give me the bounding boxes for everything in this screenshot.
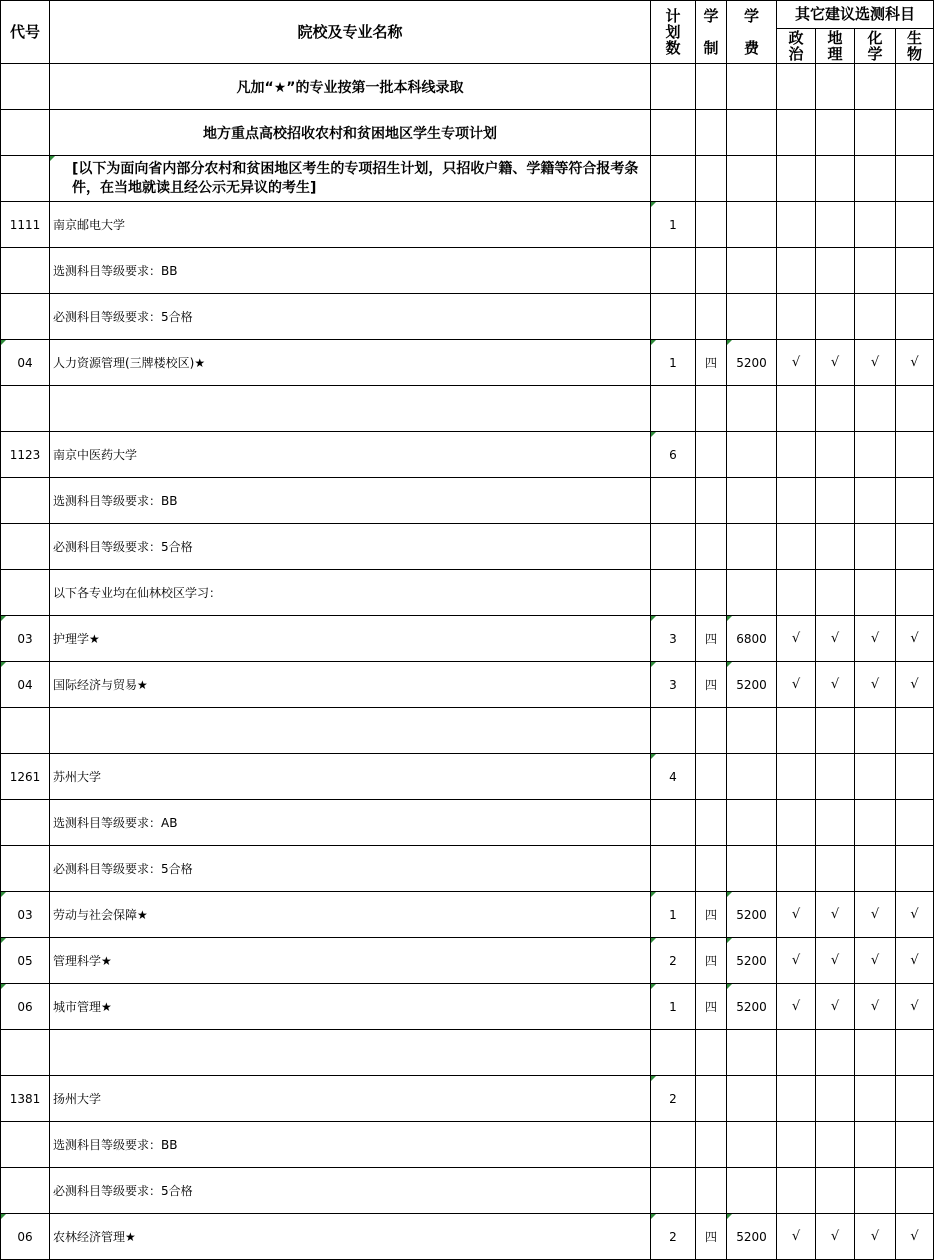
check-geography: √: [816, 892, 855, 938]
row-name: [50, 386, 651, 432]
row-code: 04: [1, 662, 50, 708]
row-length: 四: [696, 662, 727, 708]
table-row: [1, 892, 934, 938]
row-code: [1, 248, 50, 294]
row-plan: [651, 386, 696, 432]
check-politics: [777, 386, 816, 432]
check-politics: [777, 1030, 816, 1076]
row-name: [50, 1030, 651, 1076]
row-fee: [727, 800, 777, 846]
row-fee: 5200: [727, 1214, 777, 1260]
check-geography: √: [816, 616, 855, 662]
check-politics: [777, 202, 816, 248]
check-chemistry: [855, 754, 896, 800]
check-biology: [896, 1030, 934, 1076]
check-politics: √: [777, 938, 816, 984]
check-geography: [816, 432, 855, 478]
row-plan: [651, 800, 696, 846]
notice-row-special-plan: [1, 110, 934, 156]
check-politics: [777, 708, 816, 754]
table-row: [1, 524, 934, 570]
check-biology: [896, 1168, 934, 1214]
header-name: 院校及专业名称: [50, 1, 651, 64]
row-length: [696, 386, 727, 432]
table-row: [1, 248, 934, 294]
check-politics: √: [777, 1214, 816, 1260]
row-code: [1, 1122, 50, 1168]
check-biology: [896, 1076, 934, 1122]
notice-first-batch: 凡加“★”的专业按第一批本科线录取: [50, 64, 651, 110]
check-geography: [816, 1168, 855, 1214]
row-code: 04: [1, 340, 50, 386]
row-fee: 5200: [727, 938, 777, 984]
check-biology: [896, 386, 934, 432]
row-plan: [651, 294, 696, 340]
row-name: 必测科目等级要求：5合格: [50, 524, 651, 570]
check-biology: √: [896, 984, 934, 1030]
header-plan: 计 划 数: [651, 1, 696, 64]
check-geography: [816, 294, 855, 340]
row-fee: [727, 754, 777, 800]
check-biology: [896, 478, 934, 524]
row-fee: 5200: [727, 662, 777, 708]
check-biology: √: [896, 1214, 934, 1260]
row-plan: [651, 846, 696, 892]
check-chemistry: √: [855, 984, 896, 1030]
row-name: 必测科目等级要求：5合格: [50, 846, 651, 892]
check-politics: [777, 1076, 816, 1122]
row-plan: [651, 1030, 696, 1076]
row-name: 护理学★: [50, 616, 651, 662]
row-code: [1, 478, 50, 524]
notice-special-plan: 地方重点高校招收农村和贫困地区学生专项计划: [50, 110, 651, 156]
row-fee: 5200: [727, 892, 777, 938]
check-geography: [816, 248, 855, 294]
row-fee: [727, 294, 777, 340]
row-name: [50, 708, 651, 754]
row-plan: [651, 708, 696, 754]
row-fee: 5200: [727, 984, 777, 1030]
check-biology: √: [896, 616, 934, 662]
row-code: [1, 294, 50, 340]
row-code: 05: [1, 938, 50, 984]
check-politics: √: [777, 662, 816, 708]
row-plan: 2: [651, 938, 696, 984]
check-geography: √: [816, 1214, 855, 1260]
check-biology: [896, 846, 934, 892]
row-plan: 2: [651, 1076, 696, 1122]
row-length: 四: [696, 892, 727, 938]
check-politics: [777, 478, 816, 524]
check-biology: [896, 432, 934, 478]
row-code: 06: [1, 1214, 50, 1260]
row-length: 四: [696, 340, 727, 386]
row-length: [696, 478, 727, 524]
table-row: [1, 662, 934, 708]
check-chemistry: [855, 1168, 896, 1214]
row-length: [696, 1122, 727, 1168]
row-code: 1381: [1, 1076, 50, 1122]
table-row: [1, 478, 934, 524]
check-biology: [896, 708, 934, 754]
check-geography: [816, 478, 855, 524]
check-chemistry: [855, 570, 896, 616]
row-plan: [651, 478, 696, 524]
row-length: [696, 294, 727, 340]
row-name: 以下各专业均在仙林校区学习：: [50, 570, 651, 616]
row-plan: 1: [651, 340, 696, 386]
row-fee: [727, 570, 777, 616]
table-row: [1, 846, 934, 892]
row-name: 南京中医药大学: [50, 432, 651, 478]
row-length: [696, 846, 727, 892]
check-geography: √: [816, 984, 855, 1030]
table-row: [1, 708, 934, 754]
table-row: [1, 984, 934, 1030]
table-row: [1, 294, 934, 340]
check-chemistry: [855, 202, 896, 248]
row-name: 选测科目等级要求：BB: [50, 478, 651, 524]
check-biology: [896, 570, 934, 616]
row-plan: 2: [651, 1214, 696, 1260]
check-biology: [896, 524, 934, 570]
header-subject-geography: 地 理: [816, 29, 855, 64]
row-length: 四: [696, 616, 727, 662]
row-name: 选测科目等级要求：AB: [50, 800, 651, 846]
check-biology: √: [896, 938, 934, 984]
check-chemistry: √: [855, 340, 896, 386]
row-name: 管理科学★: [50, 938, 651, 984]
row-fee: [727, 386, 777, 432]
check-chemistry: [855, 708, 896, 754]
check-politics: √: [777, 892, 816, 938]
row-code: [1, 1030, 50, 1076]
check-chemistry: [855, 478, 896, 524]
check-geography: [816, 202, 855, 248]
row-fee: 6800: [727, 616, 777, 662]
header-fee: 学 费: [727, 1, 777, 64]
header-subject-chemistry: 化 学: [855, 29, 896, 64]
row-length: [696, 248, 727, 294]
check-politics: √: [777, 616, 816, 662]
check-geography: [816, 846, 855, 892]
check-politics: [777, 1122, 816, 1168]
check-chemistry: [855, 432, 896, 478]
row-plan: 3: [651, 662, 696, 708]
check-geography: √: [816, 662, 855, 708]
row-plan: 6: [651, 432, 696, 478]
check-geography: [816, 524, 855, 570]
table-row: [1, 754, 934, 800]
row-name: 南京邮电大学: [50, 202, 651, 248]
row-fee: 5200: [727, 340, 777, 386]
check-geography: [816, 1076, 855, 1122]
row-length: [696, 202, 727, 248]
row-code: 1111: [1, 202, 50, 248]
check-politics: [777, 846, 816, 892]
row-plan: 1: [651, 984, 696, 1030]
row-name: 选测科目等级要求：BB: [50, 248, 651, 294]
check-biology: [896, 1122, 934, 1168]
row-length: [696, 524, 727, 570]
row-code: [1, 386, 50, 432]
row-length: [696, 1030, 727, 1076]
check-geography: [816, 754, 855, 800]
check-geography: [816, 800, 855, 846]
row-code: [1, 708, 50, 754]
row-code: [1, 524, 50, 570]
row-plan: [651, 524, 696, 570]
row-length: [696, 432, 727, 478]
table-row: [1, 570, 934, 616]
row-length: [696, 708, 727, 754]
check-chemistry: [855, 846, 896, 892]
table-row: [1, 432, 934, 478]
row-code: [1, 846, 50, 892]
row-length: [696, 570, 727, 616]
check-chemistry: √: [855, 1214, 896, 1260]
row-fee: [727, 202, 777, 248]
row-name: 国际经济与贸易★: [50, 662, 651, 708]
header-subject-biology: 生 物: [896, 29, 934, 64]
check-biology: [896, 248, 934, 294]
row-name: 城市管理★: [50, 984, 651, 1030]
check-chemistry: [855, 248, 896, 294]
row-length: 四: [696, 984, 727, 1030]
table-row: [1, 1122, 934, 1168]
header-length: 学 制: [696, 1, 727, 64]
row-fee: [727, 1030, 777, 1076]
check-politics: √: [777, 340, 816, 386]
check-politics: [777, 1168, 816, 1214]
check-biology: [896, 294, 934, 340]
check-chemistry: [855, 1030, 896, 1076]
check-chemistry: √: [855, 662, 896, 708]
check-politics: [777, 754, 816, 800]
check-politics: [777, 294, 816, 340]
check-chemistry: √: [855, 938, 896, 984]
row-plan: [651, 248, 696, 294]
row-name: 劳动与社会保障★: [50, 892, 651, 938]
row-length: 四: [696, 938, 727, 984]
row-length: 四: [696, 1214, 727, 1260]
check-politics: [777, 248, 816, 294]
check-geography: √: [816, 340, 855, 386]
check-geography: [816, 386, 855, 432]
row-length: [696, 1168, 727, 1214]
row-name: 必测科目等级要求：5合格: [50, 294, 651, 340]
row-plan: 1: [651, 892, 696, 938]
row-name: 农林经济管理★: [50, 1214, 651, 1260]
table-row: [1, 1030, 934, 1076]
table-row: [1, 1168, 934, 1214]
check-politics: √: [777, 984, 816, 1030]
check-chemistry: [855, 1076, 896, 1122]
check-chemistry: [855, 524, 896, 570]
check-geography: [816, 570, 855, 616]
row-fee: [727, 846, 777, 892]
row-code: 03: [1, 892, 50, 938]
row-name: 必测科目等级要求：5合格: [50, 1168, 651, 1214]
row-code: 1261: [1, 754, 50, 800]
table-row: [1, 1214, 934, 1260]
check-politics: [777, 800, 816, 846]
check-politics: [777, 432, 816, 478]
header-subject-politics: 政 治: [777, 29, 816, 64]
row-fee: [727, 248, 777, 294]
row-plan: 3: [651, 616, 696, 662]
row-fee: [727, 478, 777, 524]
row-fee: [727, 1122, 777, 1168]
table-row: [1, 800, 934, 846]
notice-scope: [以下为面向省内部分农村和贫困地区考生的专项招生计划，只招收户籍、学籍等符合报考条件，在当地就读且经公示无异议的考生]: [50, 156, 651, 202]
check-biology: √: [896, 892, 934, 938]
table-row: [1, 340, 934, 386]
row-code: [1, 800, 50, 846]
row-name: 选测科目等级要求：BB: [50, 1122, 651, 1168]
row-length: [696, 1076, 727, 1122]
row-plan: [651, 1168, 696, 1214]
check-politics: [777, 570, 816, 616]
check-geography: [816, 1122, 855, 1168]
row-plan: 4: [651, 754, 696, 800]
row-name: 扬州大学: [50, 1076, 651, 1122]
row-code: [1, 570, 50, 616]
row-name: 人力资源管理(三牌楼校区)★: [50, 340, 651, 386]
table-row: [1, 938, 934, 984]
table-row: [1, 386, 934, 432]
check-chemistry: [855, 294, 896, 340]
row-plan: [651, 570, 696, 616]
header-row-1: [1, 1, 934, 29]
table-row: [1, 616, 934, 662]
table-row: [1, 1076, 934, 1122]
row-fee: [727, 432, 777, 478]
check-geography: √: [816, 938, 855, 984]
check-chemistry: [855, 800, 896, 846]
header-code: 代号: [1, 1, 50, 64]
check-geography: [816, 1030, 855, 1076]
row-code: [1, 1168, 50, 1214]
row-length: [696, 754, 727, 800]
check-chemistry: [855, 386, 896, 432]
row-code: 06: [1, 984, 50, 1030]
row-fee: [727, 708, 777, 754]
row-fee: [727, 1168, 777, 1214]
check-biology: √: [896, 340, 934, 386]
row-length: [696, 800, 727, 846]
check-geography: [816, 708, 855, 754]
check-chemistry: √: [855, 616, 896, 662]
check-biology: [896, 800, 934, 846]
row-code: 03: [1, 616, 50, 662]
row-plan: 1: [651, 202, 696, 248]
table-row: [1, 202, 934, 248]
row-fee: [727, 1076, 777, 1122]
check-biology: [896, 754, 934, 800]
check-chemistry: [855, 1122, 896, 1168]
check-biology: [896, 202, 934, 248]
check-politics: [777, 524, 816, 570]
row-code: 1123: [1, 432, 50, 478]
row-plan: [651, 1122, 696, 1168]
notice-row-first-batch: [1, 64, 934, 110]
notice-row-scope: [1, 156, 934, 202]
header-other-subjects: 其它建议选测科目: [777, 1, 934, 29]
check-chemistry: √: [855, 892, 896, 938]
check-biology: √: [896, 662, 934, 708]
row-fee: [727, 524, 777, 570]
row-name: 苏州大学: [50, 754, 651, 800]
